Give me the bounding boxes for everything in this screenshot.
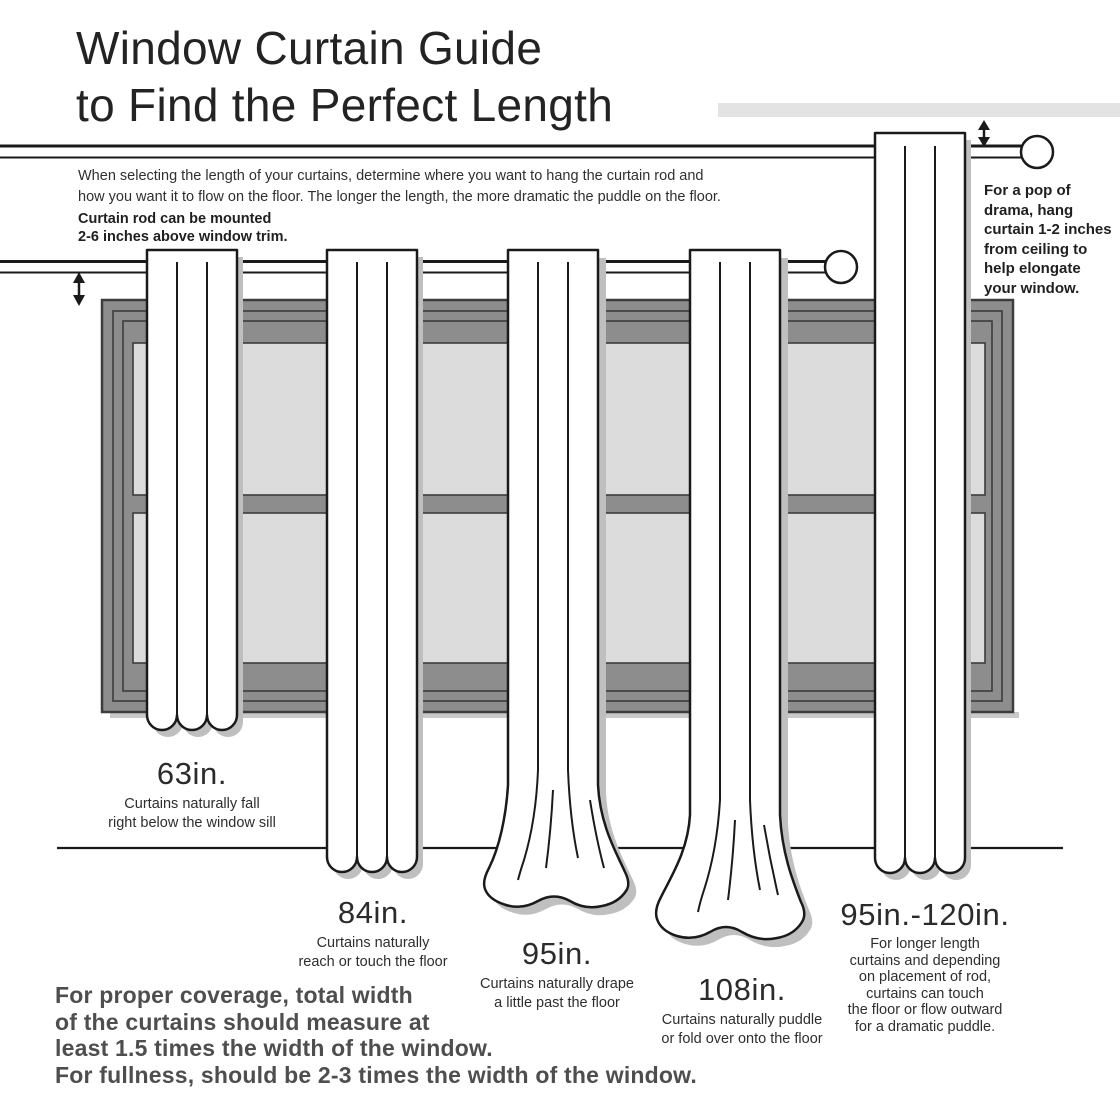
curtain-length-desc: For longer length curtains and depending on placement of rod, curtains can touch the floor or flow outward for a dramatic puddle. [847,936,1003,1035]
curtain-length-label: 84in. [337,895,409,930]
coverage-line: For fullness, should be 2-3 times the width of the window. [55,1061,697,1088]
curtain-63in [147,250,243,737]
curtain-length-label: 95in.-120in. [840,897,1010,932]
page-title [76,20,613,134]
intro-line: how you want it to flow on the floor. The longer the length, the more dramatic the puddle on the floor. [78,189,721,205]
curtain-length-label: 95in. [521,936,593,971]
ceiling-gap-arrow-icon [978,120,990,147]
ceiling-note [984,181,1118,298]
curtain-panel [327,250,417,872]
ceiling-bar [718,103,1120,117]
curtain-length-desc: Curtains naturally fall right below the window sill [108,796,276,831]
rod-note-line: 2-6 inches above window trim. [78,229,288,245]
intro-line: When selecting the length of your curtains, determine where you want to hang the curtain rod and [78,168,704,184]
ceiling-note-line: from ceiling to [984,240,1088,258]
coverage-line: of the curtains should measure at [55,1008,430,1035]
curtain-length-label: 63in. [156,756,228,791]
curtain-panel [147,250,237,730]
rod-finial-icon [1021,136,1053,168]
coverage-line: For proper coverage, total width [55,982,413,1008]
ceiling-note-line: For a pop of [984,182,1071,199]
title-line: Window Curtain Guide [76,22,543,74]
rod-note-line: Curtain rod can be mounted [78,211,272,227]
ceiling-note-line: help elongate [984,260,1081,277]
curtain-length-desc: Curtains naturally reach or touch the floor [298,935,448,970]
ceiling-note-line: drama, hang [984,201,1074,219]
curtain-length-label: 108in. [697,972,787,1007]
ceiling-note-line: your window. [984,279,1080,297]
curtain-95-120in [875,133,971,880]
curtain-panel [875,133,965,873]
curtain-length-desc: Curtains naturally drape a little past the floor [480,976,634,1011]
coverage-line: least 1.5 times the width of the window. [55,1035,493,1061]
ceiling-note-line: curtain 1-2 inches [984,221,1112,238]
rod-gap-arrow-icon [73,272,85,306]
intro-text [78,166,721,208]
title-line: to Find the Perfect Length [76,79,614,131]
rod-finial-icon [825,251,857,283]
rod-mount-note [78,210,288,246]
label-95-120in [795,897,1055,1035]
curtain-length-desc: Curtains naturally puddle or fold over onto the floor [661,1012,823,1047]
label-63in [62,756,322,833]
curtain-84in [327,250,423,879]
coverage-note [55,982,697,1088]
